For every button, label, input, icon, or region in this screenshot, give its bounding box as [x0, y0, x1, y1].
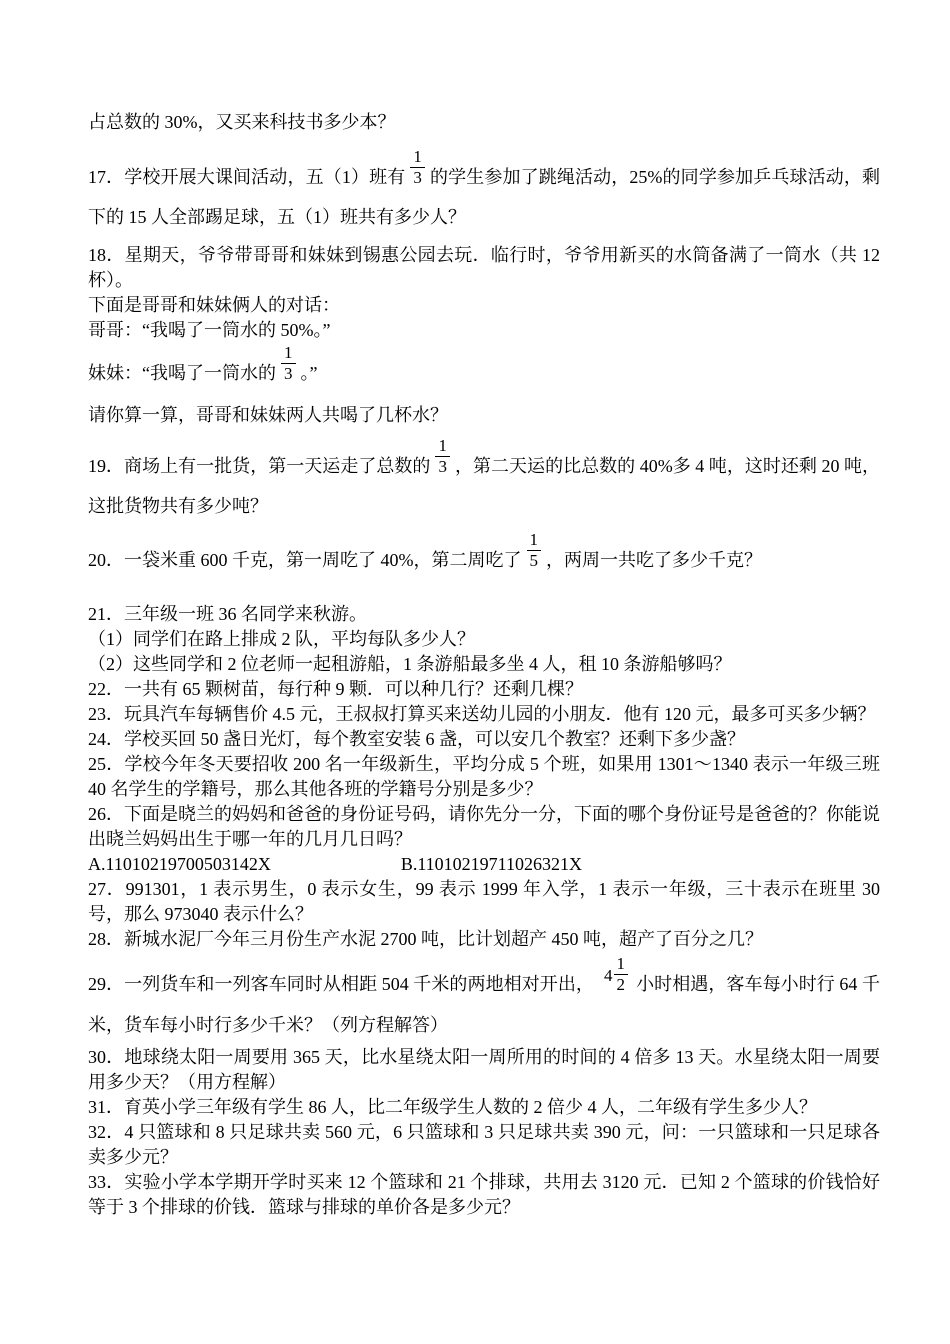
- text-run: 19．商场上有一批货，第一天运走了总数的: [88, 456, 431, 476]
- text-run: 22．一共有 65 颗树苗，每行种 9 颗．可以种几行？还剩几棵？: [88, 679, 583, 699]
- fraction: [281, 343, 296, 384]
- problem-25: [88, 752, 880, 802]
- text-run: 25．学校今年冬天要招收 200 名一年级新生，平均分成 5 个班，如果用 1301～1340 表示一年级三班 40 名学生的学籍号，那么其他各班的学籍号分别是多少？: [88, 754, 880, 799]
- text-run: 29．一列货车和一列客车同时从相距 504 千米的两地相对开出，: [88, 974, 594, 994]
- problem-20: [88, 530, 880, 580]
- problem-31: [88, 1095, 880, 1120]
- problem-18-question: [88, 403, 880, 428]
- fraction: [614, 954, 629, 995]
- problem-21: [88, 602, 880, 677]
- text-run: 26．下面是晓兰的妈妈和爸爸的身份证号码，请你先分一分，下面的哪个身份证号是爸爸的？你能说出晓兰妈妈出生于哪一年的几月几日吗？: [88, 804, 880, 849]
- text-run: 21．三年级一班 36 名同学来秋游。: [88, 604, 367, 624]
- fraction-numerator: 1: [281, 343, 296, 364]
- fraction-numerator: 1: [527, 530, 542, 551]
- text-run: 17．学校开展大课间活动，五（1）班有: [88, 167, 406, 187]
- fraction-denominator: 2: [616, 975, 625, 994]
- text-run: A.11010219700503142X: [88, 854, 271, 874]
- fraction-numerator: 1: [614, 954, 629, 975]
- text-run: （1）同学们在路上排成 2 队，平均每队多少人？: [88, 629, 475, 649]
- text-run: 20．一袋米重 600 千克，第一周吃了 40%，第二周吃了: [88, 550, 522, 570]
- text-run: 小时相遇，客车每小时行 64 千米，货车每小时行多少千米？（列方程解答）: [88, 974, 880, 1035]
- fraction-denominator: 3: [284, 364, 293, 383]
- text-run: 27．991301，1 表示男生，0 表示女生，99 表示 1999 年入学，1 表示一年级，三十表示在班里 30 号，那么 973040 表示什么？: [88, 879, 880, 924]
- text-run: 24．学校买回 50 盏日光灯，每个教室安装 6 盏，可以安几个教室？还剩下多少盏？: [88, 729, 745, 749]
- fraction: [435, 436, 450, 477]
- text-run: 请你算一算，哥哥和妹妹两人共喝了几杯水？: [88, 405, 448, 425]
- problem-32: [88, 1120, 880, 1170]
- problem-26: [88, 802, 880, 877]
- text-run: 31．育英小学三年级有学生 86 人，比二年级学生人数的 2 倍少 4 人，二年级有学生多少人？: [88, 1097, 817, 1117]
- problem-28: [88, 927, 880, 952]
- text-run: B.11010219711026321X: [400, 854, 583, 874]
- text-run: 哥哥：“我喝了一筒水的 50%。”: [88, 320, 331, 340]
- fraction: [527, 530, 542, 571]
- problem-19: [88, 436, 880, 526]
- text-run: 妹妹：“我喝了一筒水的: [88, 363, 276, 383]
- fraction-numerator: 1: [435, 436, 450, 457]
- text-run: ，两周一共吃了多少千克？: [546, 550, 762, 570]
- text-run: 占总数的 30%，又买来科技书多少本？: [88, 112, 396, 132]
- fraction-numerator: 1: [410, 147, 425, 168]
- worksheet-body: [88, 110, 880, 1220]
- text-run: 32．4 只篮球和 8 只足球共卖 560 元，6 只篮球和 3 只足球共卖 390 元，问：一只篮球和一只足球各卖多少元？: [88, 1122, 880, 1167]
- horizontal-spacer: [271, 869, 401, 870]
- text-run: 下面是哥哥和妹妹俩人的对话：: [88, 295, 340, 315]
- problem-16-continuation: [88, 110, 880, 135]
- problem-33: [88, 1170, 880, 1220]
- fraction-denominator: 3: [438, 457, 447, 476]
- text-run: 33．实验小学本学期开学时买来 12 个篮球和 21 个排球，共用去 3120 元．已知 2 个篮球的价钱恰好等于 3 个排球的价钱．篮球与排球的单价各是多少元？: [88, 1172, 880, 1217]
- mixed-whole: 4: [604, 965, 613, 985]
- text-run: 的学生参加了跳绳活动，25%的同学参加乒乓球活动，剩下的 15 人全部踢足球，五（1）班共有多少人？: [88, 167, 880, 227]
- text-run: 28．新城水泥厂今年三月份生产水泥 2700 吨，比计划超产 450 吨，超产了百分之几？: [88, 929, 763, 949]
- text-run: 。”: [300, 363, 318, 383]
- problem-22: [88, 677, 880, 702]
- text-run: 30．地球绕太阳一周要用 365 天，比水星绕太阳一周所用的时间的 4 倍多 13 天。水星绕太阳一周要用多少天？（用方程解）: [88, 1047, 880, 1092]
- problem-29: [88, 954, 880, 1045]
- text-run: （2）这些同学和 2 位老师一起租游船，1 条游船最多坐 4 人，租 10 条游船够吗？: [88, 654, 732, 674]
- problem-18: [88, 243, 880, 386]
- fraction: [410, 147, 425, 188]
- mixed-number: [604, 954, 630, 1005]
- fraction-denominator: 3: [413, 168, 422, 187]
- problem-27: [88, 877, 880, 927]
- fraction-denominator: 5: [529, 551, 538, 570]
- problem-24: [88, 727, 880, 752]
- problem-17: [88, 147, 880, 237]
- problem-30: [88, 1045, 880, 1095]
- text-run: 18．星期天，爷爷带哥哥和妹妹到锡惠公园去玩．临行时，爷爷用新买的水筒备满了一筒水（共 12 杯）。: [88, 245, 880, 290]
- text-run: ，第二天运的比总数的 40%多 4 吨，这时还剩 20 吨，这批货物共有多少吨？: [88, 456, 880, 516]
- text-run: 23．玩具汽车每辆售价 4.5 元，王叔叔打算买来送幼儿园的小朋友．他有 120 元，最多可买多少辆？: [88, 704, 876, 724]
- problem-23: [88, 702, 880, 727]
